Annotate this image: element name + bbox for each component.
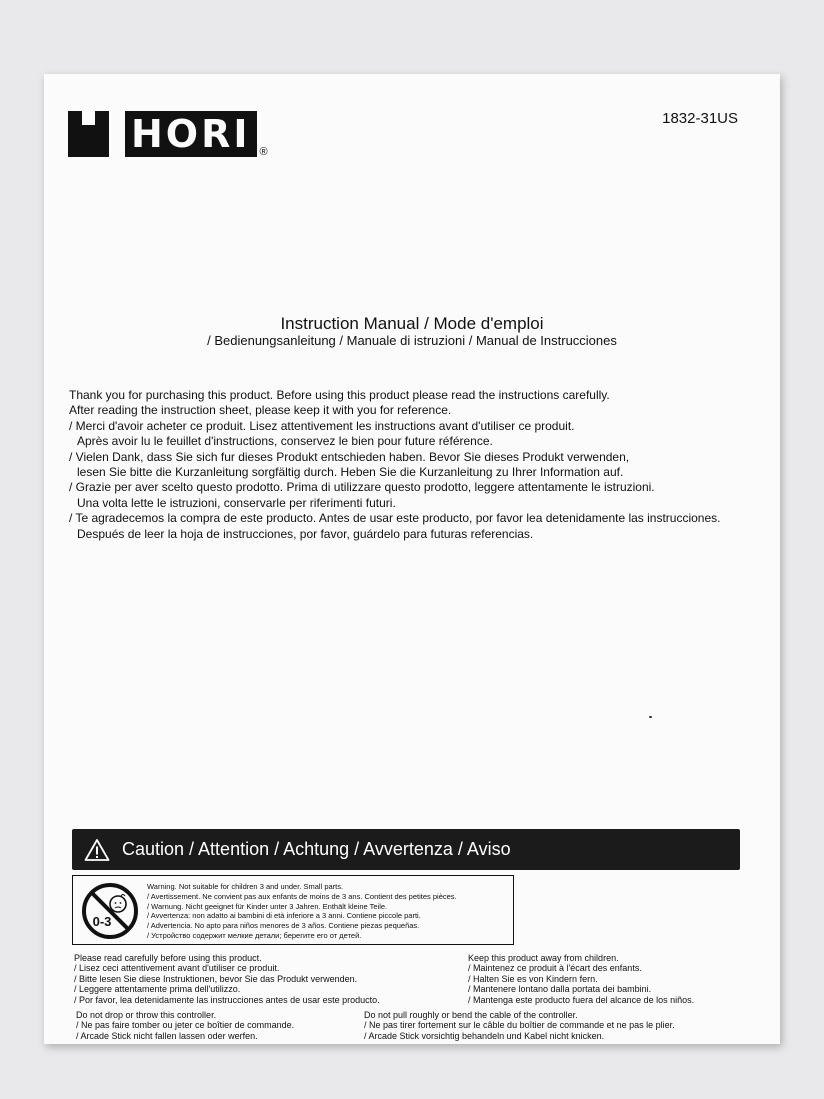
intro-line: / Grazie per aver scelto questo prodotto. Prima di utilizzare questo prodotto, leggere attentamente le istruzioni.	[69, 480, 655, 495]
intro-line: / Te agradecemos la compra de este producto. Antes de usar este producto, por favor lea detenidamente las instrucciones.	[69, 511, 721, 526]
warning-triangle-icon	[84, 838, 110, 862]
note-line: / Por favor, lea detenidamente las instrucciones antes de usar este producto.	[74, 994, 380, 1005]
intro-line: / Vielen Dank, dass Sie sich fur dieses Produkt entschieden haben. Bevor Sie dieses Produkt verwenden,	[69, 449, 630, 464]
note-line: / Lisez ceci attentivement avant d'utiliser ce produit.	[74, 963, 280, 974]
brand-wordmark: HORI	[125, 111, 257, 157]
intro-line: lesen Sie bitte die Kurzanleitung sorgfältig durch. Heben Sie die Kurzanleitung zu Ihrer Information auf.	[77, 465, 624, 480]
intro-line: Après avoir lu le feuillet d'instructions, conservez le bien pour future référence.	[77, 434, 493, 449]
intro-line: Una volta lette le istruzioni, conservarle per riferimenti futuri.	[77, 495, 396, 510]
note-line: / Leggere attentamente prima dell'utilizzo.	[74, 984, 241, 995]
note-line: / Arcade Stick nicht fallen lassen oder werfen.	[76, 1030, 258, 1041]
note-line: / Halten Sie es von Kindern fern.	[468, 973, 598, 984]
no-children-under-3-icon	[81, 882, 139, 940]
warning-line: / Устройство содержит мелкие детали; берегите его от детей.	[147, 930, 362, 940]
read-carefully-note	[74, 953, 380, 1005]
note-line: / Ne pas faire tomber ou jeter ce boîtier de commande.	[76, 1020, 295, 1031]
note-line: / Arcade Stick vorsichtig behandeln und Kabel nicht knicken.	[364, 1030, 605, 1041]
caution-banner	[72, 829, 740, 870]
caution-text: Caution / Attention / Achtung / Avvertenza / Aviso	[122, 839, 511, 859]
intro-line: After reading the instruction sheet, please keep it with you for reference.	[69, 403, 452, 418]
do-not-drop-note	[76, 1010, 294, 1041]
hori-logo	[68, 110, 268, 158]
intro-line: / Merci d'avoir acheter ce produit. Lisez attentivement les instructions avant d'utiliser ce produit.	[69, 418, 575, 433]
warning-line: / Advertencia. No apto para niños menores de 3 años. Contiene piezas pequeñas.	[147, 921, 420, 931]
page-title: Instruction Manual / Mode d'emploi	[280, 314, 544, 333]
note-line: Do not drop or throw this controller.	[76, 1010, 217, 1020]
manual-page	[44, 74, 780, 1044]
page-subtitle: / Bedienungsanleitung / Manuale di istruzioni / Manual de Instrucciones	[207, 333, 617, 348]
note-line: / Bitte lesen Sie diese Instruktionen, bevor Sie das Produkt verwenden.	[74, 973, 358, 984]
warning-line: / Avvertenza: non adatto ai bambini di età inferiore a 3 anni. Contiene piccole parti.	[147, 911, 421, 921]
intro-line: Thank you for purchasing this product. Before using this product please read the instructions carefully.	[69, 388, 610, 402]
document-code: 1832-31US	[662, 110, 738, 127]
note-line: Keep this product away from children.	[468, 953, 619, 963]
registered-mark: ®	[259, 146, 268, 158]
warning-line: / Warnung. Nicht geeignet für Kinder unter 3 Jahren. Enthält kleine Teile.	[147, 901, 388, 911]
warning-line: Warning. Not suitable for children 3 and under. Small parts.	[147, 882, 344, 891]
intro-paragraph	[69, 388, 769, 542]
note-line: / Ne pas tirer fortement sur le câble du boîtier de commande et ne pas le plier.	[364, 1020, 675, 1031]
do-not-pull-note	[364, 1010, 675, 1041]
note-line: Please read carefully before using this product.	[74, 953, 262, 963]
age-warning-box	[72, 875, 514, 945]
note-line: Do not pull roughly or bend the cable of the controller.	[364, 1010, 578, 1020]
age-label: 0-3	[92, 914, 112, 929]
note-line: / Mantenere lontano dalla portata dei bambini.	[468, 984, 652, 995]
print-speck	[649, 716, 652, 718]
keep-away-note	[468, 953, 694, 1005]
warning-line: / Avertissement. Ne convient pas aux enfants de moins de 3 ans. Contient des petites pièces.	[147, 891, 457, 901]
intro-line: Después de leer la hoja de instrucciones, por favor, guárdelo para futuras referencias.	[77, 526, 534, 541]
note-line: / Maintenez ce produit à l'écart des enfants.	[468, 963, 642, 974]
logo-mark-icon	[68, 111, 109, 157]
note-line: / Mantenga este producto fuera del alcance de los niños.	[468, 994, 695, 1005]
age-warning-text	[147, 882, 457, 941]
